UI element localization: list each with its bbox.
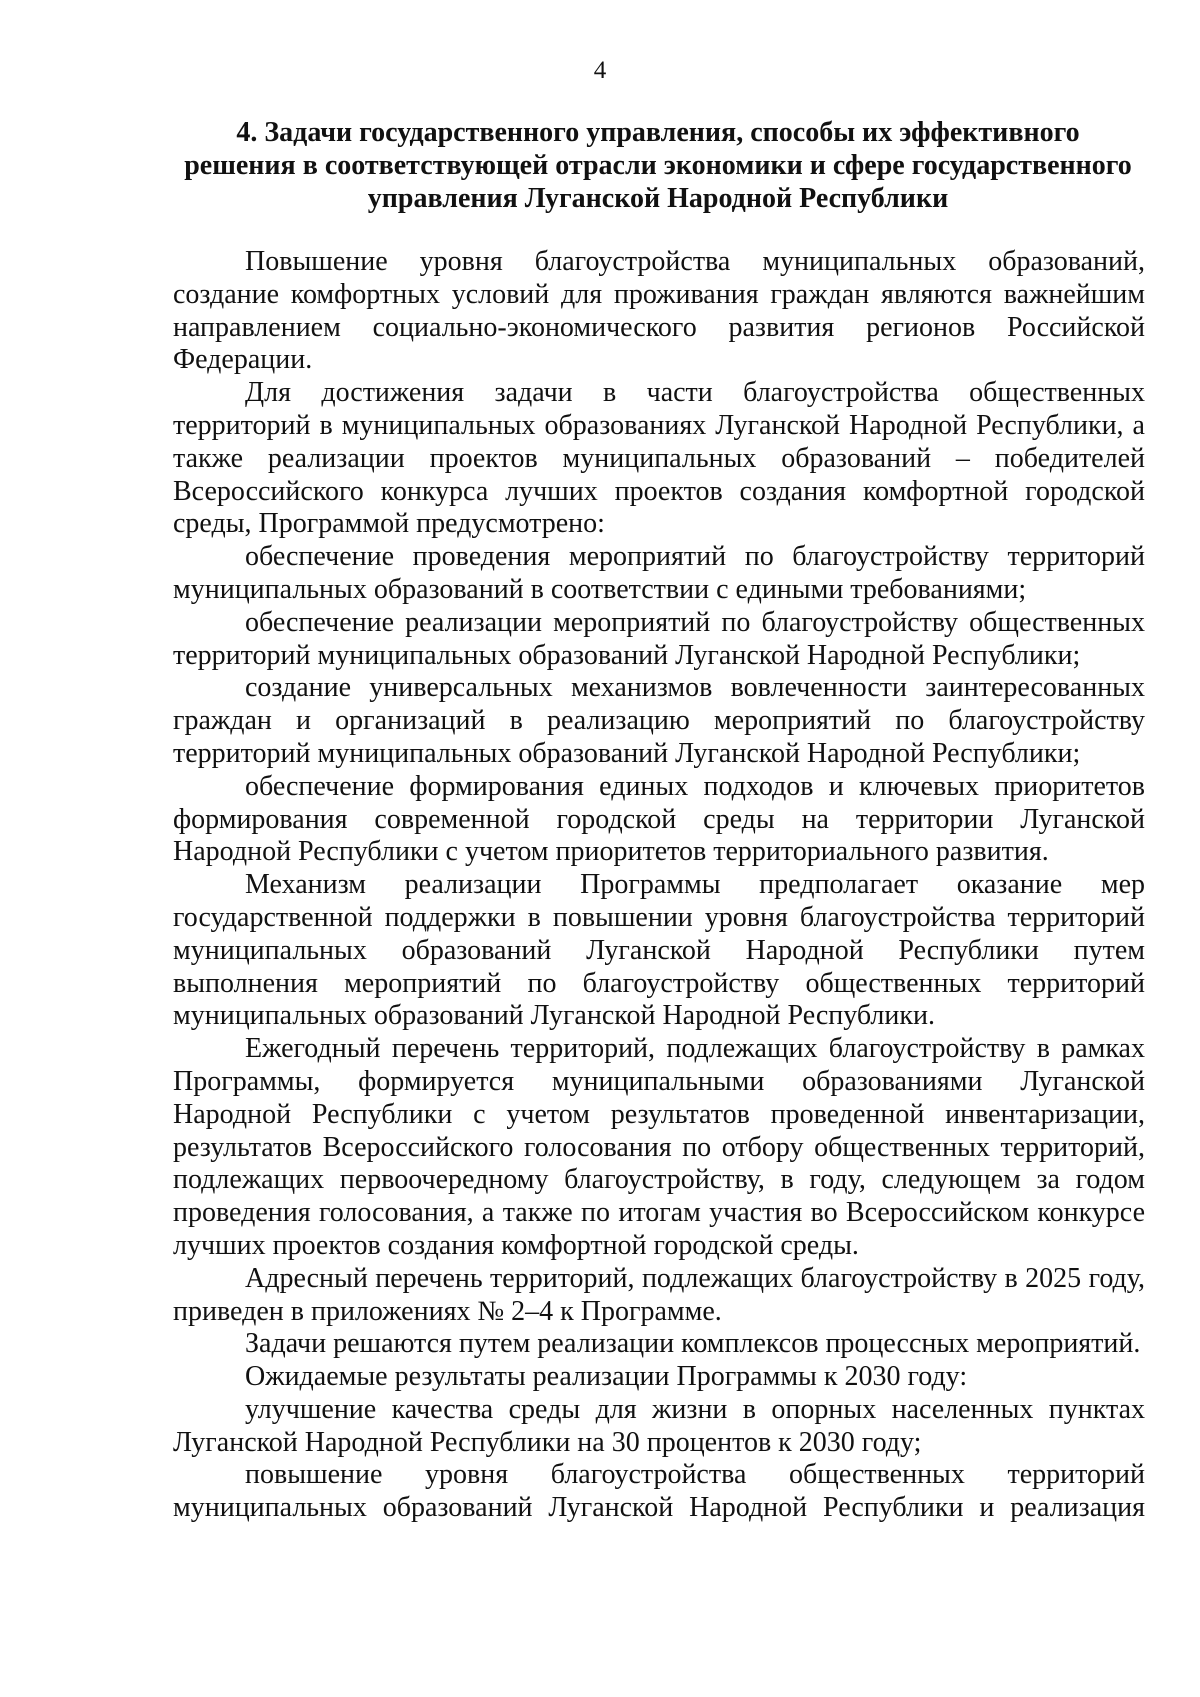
section-heading-line-3: управления Луганской Народной Республики <box>367 183 949 214</box>
list-item-citizen-involvement: создание универсальных механизмов вовлеченности заинтересованных граждан и организаций в реализацию мероприятий по благоустройству территорий муниципальных образований Луганской Народной Республики; <box>173 672 1145 769</box>
body-text <box>173 246 1145 1525</box>
section-heading-line-1: 4. Задачи государственного управления, способы их эффективного <box>236 117 1080 148</box>
paragraph-implementation-mechanism: Механизм реализации Программы предполагает оказание мер государственной поддержки в повышении уровня благоустройства территорий муниципальных образований Луганской Народной Республики путем выполнения мероприятий по благоустройству общественных территорий муниципальных образований Луганской Народной Республики. <box>173 869 1145 1032</box>
page-number: 4 <box>593 57 607 84</box>
list-item-quality-of-environment: улучшение качества среды для жизни в опорных населенных пунктах Луганской Народной Республики на 30 процентов к 2030 году; <box>173 1393 1145 1458</box>
paragraph-tasks-solved: Задачи решаются путем реализации комплексов процессных мероприятий. <box>245 1328 1141 1360</box>
paragraph-address-list: Адресный перечень территорий, подлежащих благоустройству в 2025 году, приведен в приложениях № 2–4 к Программе. <box>173 1262 1145 1327</box>
list-item-uniform-requirements: обеспечение проведения мероприятий по благоустройству территорий муниципальных образований в соответствии с едиными требованиями; <box>173 541 1145 605</box>
section-heading <box>170 116 1146 215</box>
list-item-public-territory-improvement: повышение уровня благоустройства общественных территорий муниципальных образований Луганской Народной Республики и реализация <box>173 1459 1145 1524</box>
section-heading-line-2: решения в соответствующей отрасли экономики и сфере государственного <box>184 150 1132 181</box>
list-item-urban-environment-priorities: обеспечение формирования единых подходов и ключевых приоритетов формирования современной городской среды на территории Луганской Народной Республики с учетом приоритетов территориального развития. <box>173 770 1145 868</box>
paragraph-improvement-level: Повышение уровня благоустройства муниципальных образований, создание комфортных условий для проживания граждан являются важнейшим направлением социально-экономического развития регионов Российской Федерации. <box>173 246 1145 376</box>
list-item-public-territories: обеспечение реализации мероприятий по благоустройству общественных территорий муниципальных образований Луганской Народной Республики; <box>173 606 1145 671</box>
paragraph-expected-results: Ожидаемые результаты реализации Программы к 2030 году: <box>245 1361 968 1393</box>
paragraph-program-provides: Для достижения задачи в части благоустройства общественных территорий в муниципальных образованиях Луганской Народной Республики, а также реализации проектов муниципальных образований – победителей Всероссийского конкурса лучших проектов создания комфортной городской среды, Программой предусмотрено: <box>173 377 1145 540</box>
paragraph-annual-territory-list: Ежегодный перечень территорий, подлежащих благоустройству в рамках Программы, формируется муниципальными образованиями Луганской Народной Республики с учетом результатов проведенной инвентаризации, результатов Всероссийского голосования по отбору общественных территорий, подлежащих первоочередному благоустройству, в году, следующем за годом проведения голосования, а также по итогам участия во Всероссийском конкурсе лучших проектов создания комфортной городской среды. <box>173 1033 1145 1261</box>
